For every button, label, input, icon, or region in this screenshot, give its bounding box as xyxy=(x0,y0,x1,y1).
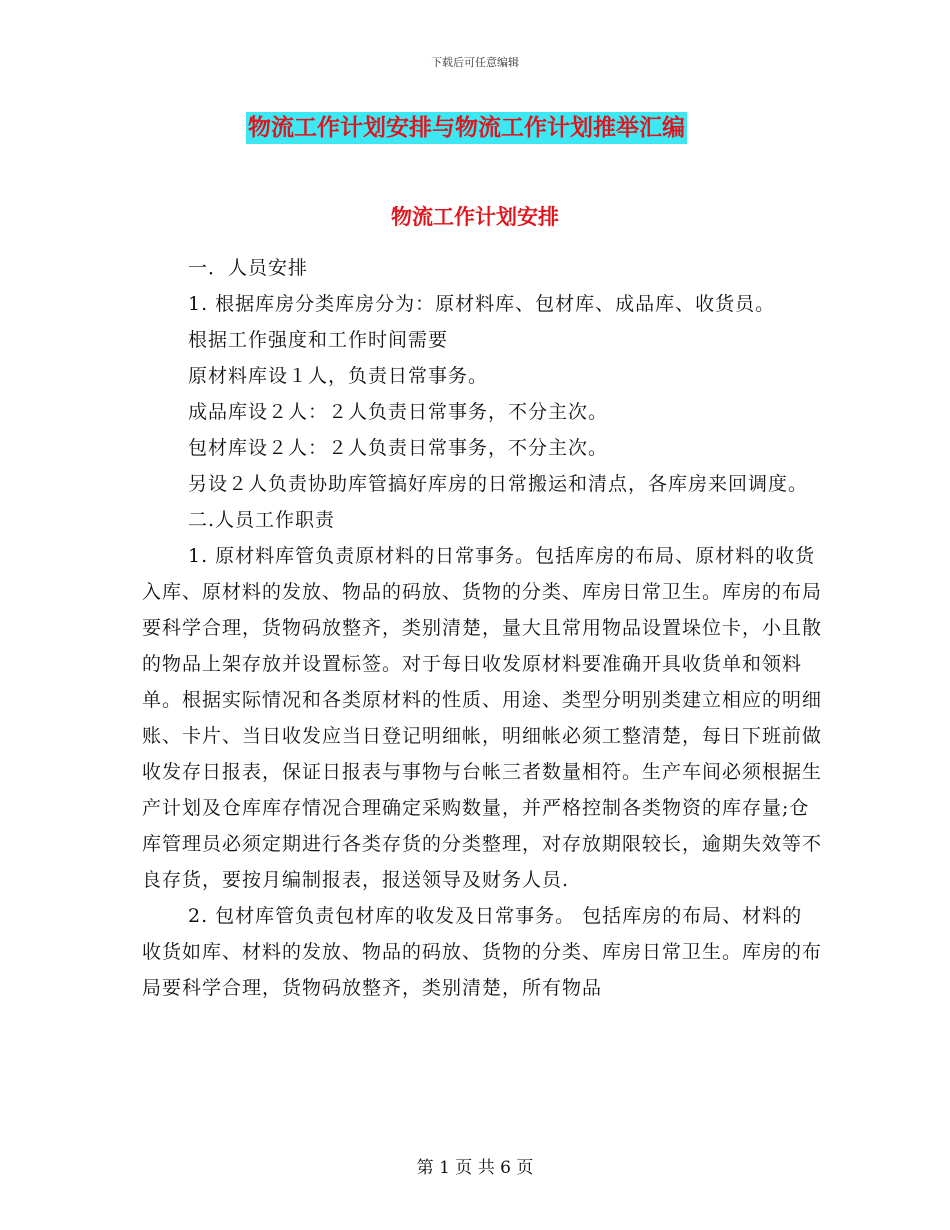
paragraph: 1. 原材料库管负责原材料的日常事务。包括库房的布局、原材料的收货入库、原材料的发放、物品的码放、货物的分类、库房日常卫生。库房的布局要科学合理，货物码放整齐，类别清楚，量大且常用物品设置垛位卡，小且散的物品上架存放并设置标签。对于每日收发原材料要准确开具收货单和领料单。根据实际情况和各类原材料的性质、用途、类型分明别类建立相应的明细账、卡片、当日收发应当日登记明细帐，明细帐必须工整清楚，每日下班前做收发存日报表，保证日报表与事物与台帐三者数量相符。生产车间必须根据生产计划及仓库库存情况合理确定采购数量，并严格控制各类物资的库存量;仓库管理员必须定期进行各类存货的分类整理，对存放期限较长，逾期失效等不良存货，要按月编制报表，报送领导及财务人员. xyxy=(142,545,823,891)
document-body xyxy=(142,250,822,1006)
page-footer: 第 1 页 共 6 页 xyxy=(416,1158,534,1178)
section-title: 物流工作计划安排 xyxy=(391,204,559,229)
header-note: 下载后可任意编辑 xyxy=(431,56,519,69)
paragraph: 2. 包材库管负责包材库的收发及日常事务。 包括库房的布局、材料的收货如库、材料的发放、物品的码放、货物的分类、库房日常卫生。库房的布局要科学合理，货物码放整齐，类别清楚，所有物品 xyxy=(142,905,823,999)
paragraph: 根据工作强度和工作时间需要 xyxy=(188,329,449,351)
paragraph: 原材料库设１人，负责日常事务。 xyxy=(188,365,489,387)
document-title: 物流工作计划安排与物流工作计划推举汇编 xyxy=(246,112,687,144)
paragraph: 1. 根据库房分类库房分为：原材料库、包材库、成品库、收货员。 xyxy=(188,293,776,315)
paragraph: 包材库设２人：２人负责日常事务，不分主次。 xyxy=(188,437,609,459)
heading-duties: 二.人员工作职责 xyxy=(188,509,336,531)
paragraph: 成品库设２人：２人负责日常事务，不分主次。 xyxy=(188,401,609,423)
paragraph: 另设２人负责协助库管搞好库房的日常搬运和清点，各库房来回调度。 xyxy=(188,473,809,495)
heading-personnel: 一．人员安排 xyxy=(188,257,309,279)
